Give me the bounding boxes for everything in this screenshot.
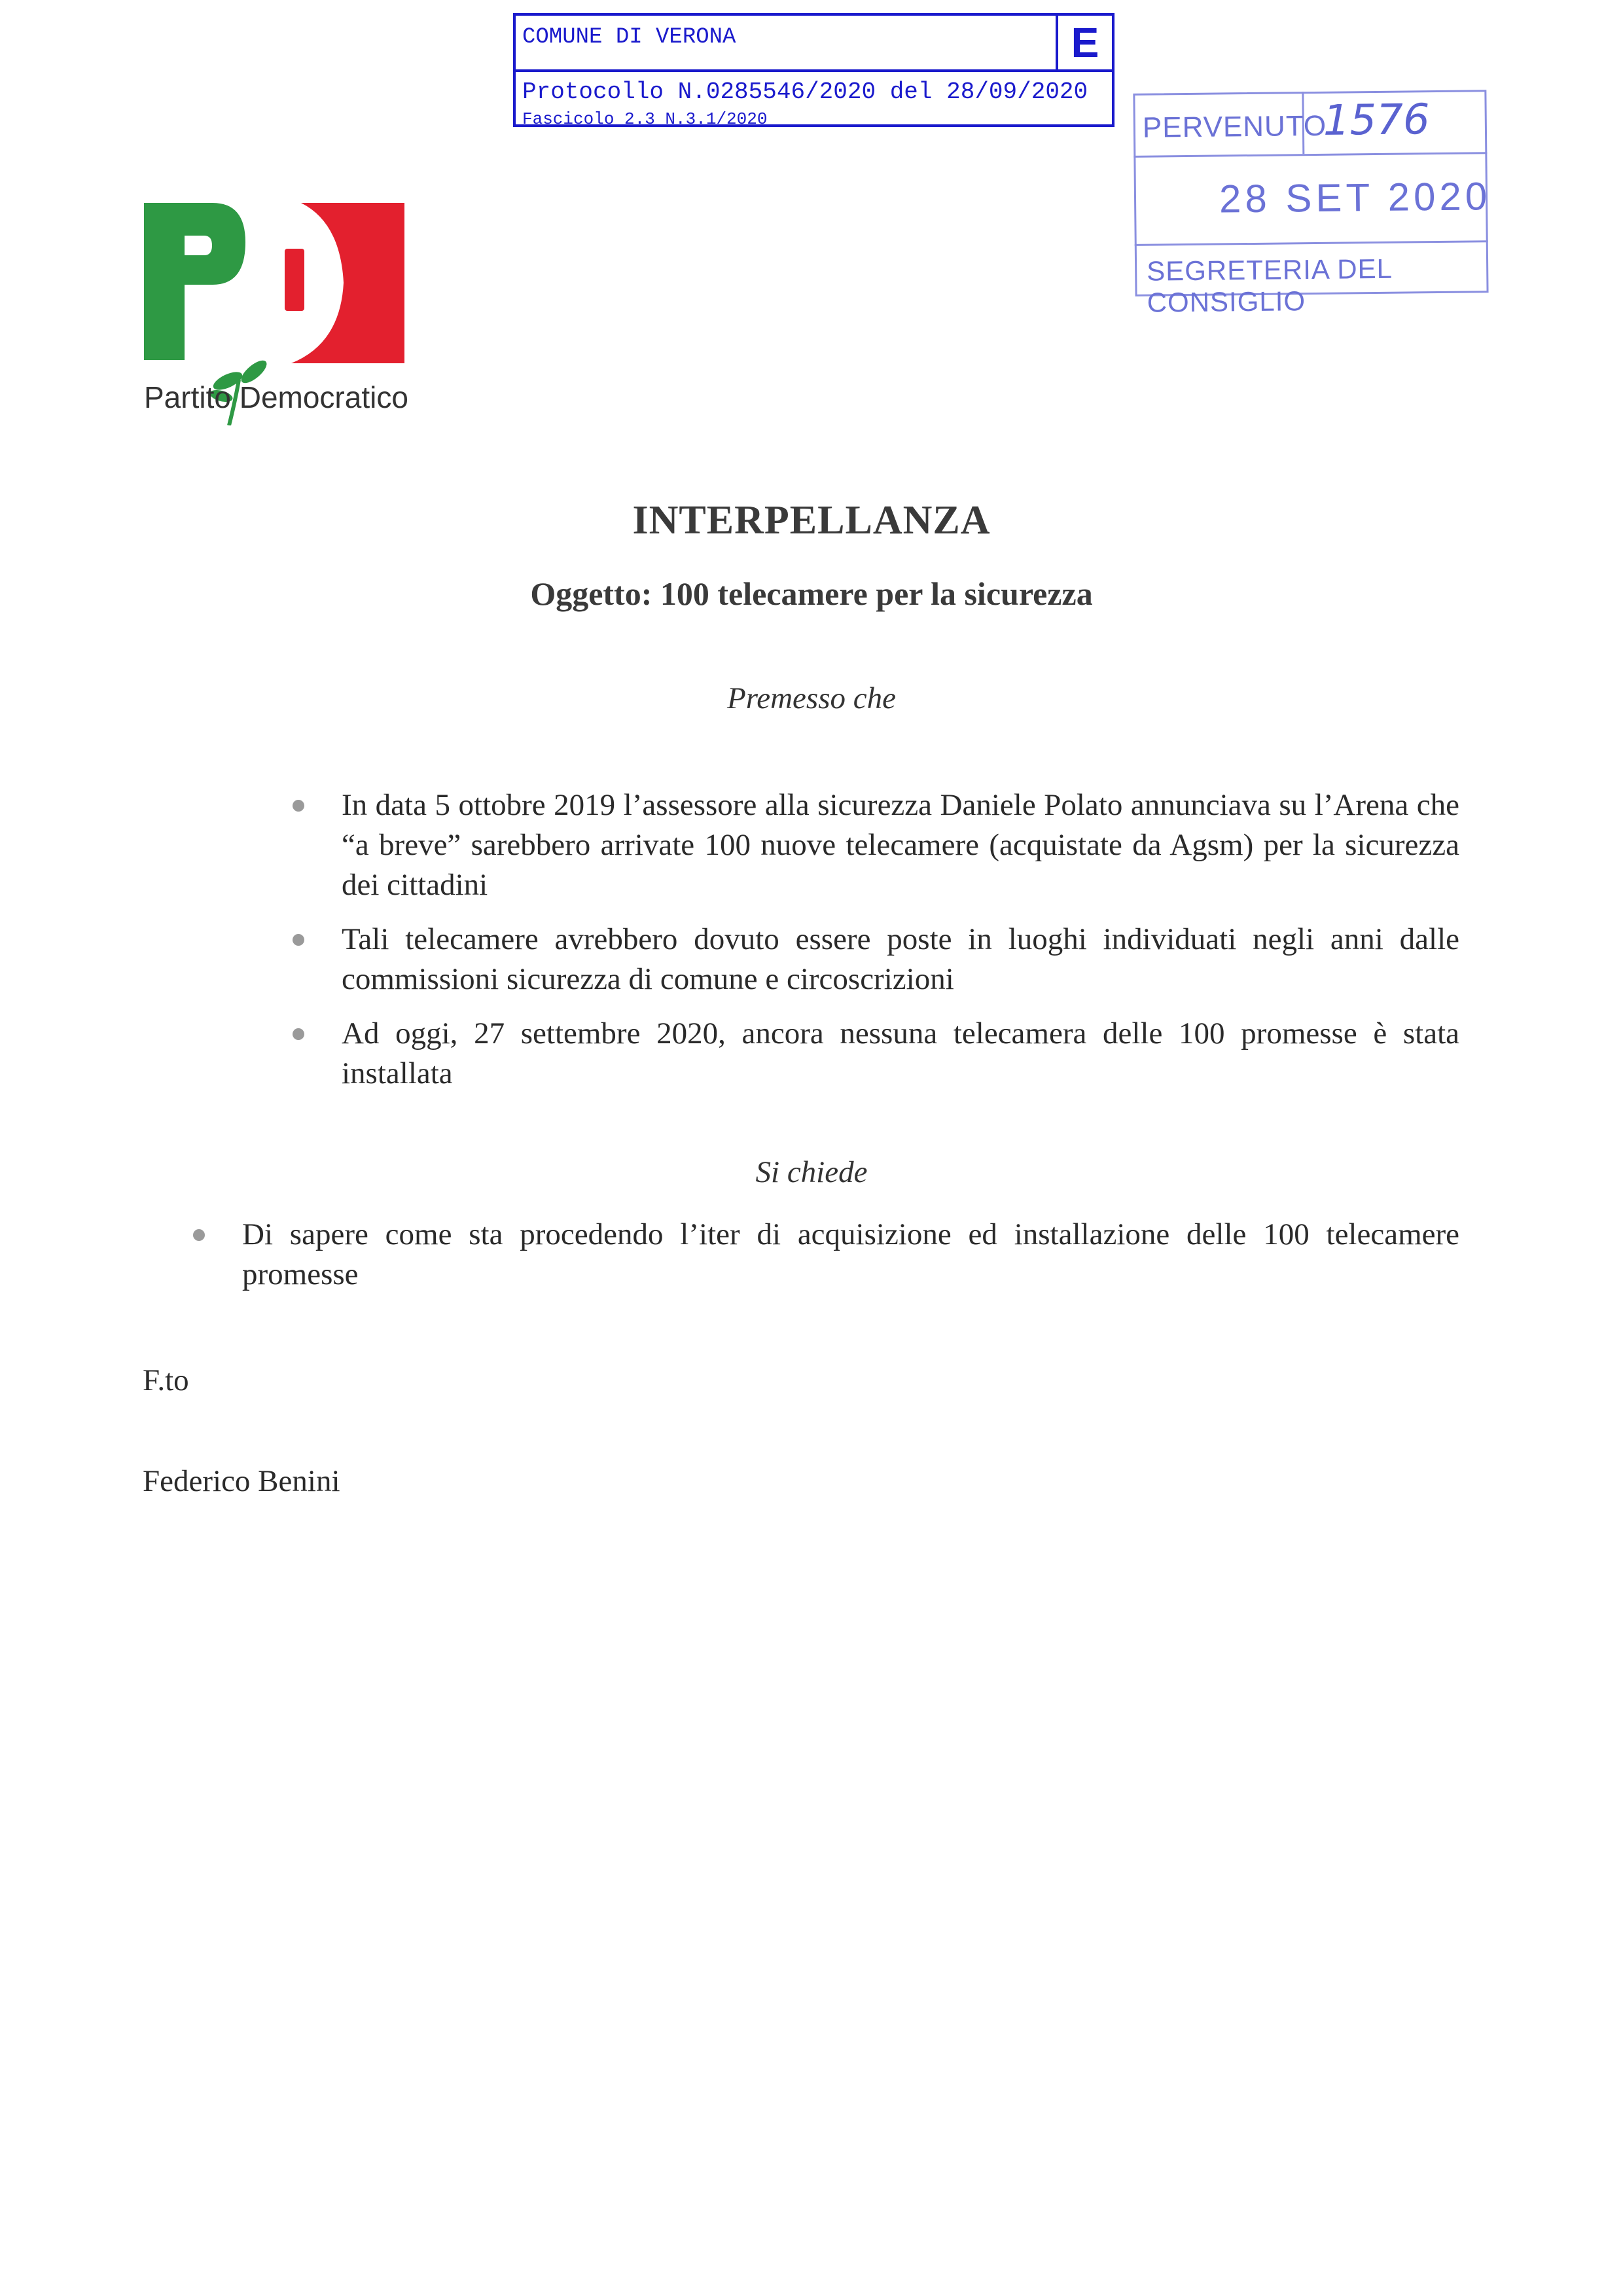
protocol-category: E <box>1056 16 1112 69</box>
premise-text: Ad oggi, 27 settembre 2020, ancora nessuna telecamera delle 100 promesse è stata installata <box>342 1016 1459 1090</box>
document-title: INTERPELLANZA <box>632 498 991 543</box>
premise-list <box>342 785 1459 1108</box>
stamp-label: PERVENUTO <box>1142 109 1327 144</box>
premise-text: Tali telecamere avrebbero dovuto essere poste in luoghi individuati negli anni dalle commissioni sicurezza di comune e circoscrizioni <box>342 922 1459 996</box>
request-list <box>242 1215 1459 1295</box>
fascicolo-number: Fascicolo 2.3 N.3.1/2020 <box>522 109 768 129</box>
document-subject: Oggetto: 100 telecamere per la sicurezza <box>530 575 1093 612</box>
logo-letter-p <box>144 203 245 360</box>
protocol-number: Protocollo N.0285546/2020 del 28/09/2020 <box>522 79 1088 105</box>
protocol-box <box>513 13 1115 127</box>
stamp-office: SEGRETERIA DEL CONSIGLIO <box>1146 253 1392 318</box>
request-heading: Si chiede <box>755 1155 868 1189</box>
list-item <box>242 1215 1459 1295</box>
comune-label: COMUNE DI VERONA <box>522 25 736 50</box>
list-item <box>342 920 1459 999</box>
stamp-handwritten-number: 1576 <box>1323 96 1431 145</box>
received-stamp <box>1133 90 1493 318</box>
stamp-date: 28 SET 2020 <box>1219 174 1491 221</box>
logo-wordmark: Partito Democratico <box>144 380 408 414</box>
bullet-icon <box>293 1028 304 1040</box>
bullet-icon <box>293 934 304 946</box>
logo-white-bar <box>285 249 304 311</box>
protocol-header-row <box>516 16 1112 72</box>
signature-label: F.to <box>143 1363 189 1397</box>
logo-letter-d <box>291 203 404 363</box>
list-item <box>342 1014 1459 1094</box>
bullet-icon <box>193 1229 205 1241</box>
request-text: Di sapere come sta procedendo l’iter di acquisizione ed installazione delle 100 telecamere promesse <box>242 1217 1459 1291</box>
premise-text: In data 5 ottobre 2019 l’assessore alla sicurezza Daniele Polato annunciava su l’Arena che “a breve” sarebbero arrivate 100 nuove telecamere (acquistate da Agsm) per la sicurezza dei cittadini <box>342 788 1459 902</box>
bullet-icon <box>293 800 304 812</box>
premise-heading: Premesso che <box>727 681 896 715</box>
signatory-name: Federico Benini <box>143 1464 340 1498</box>
list-item <box>342 785 1459 905</box>
